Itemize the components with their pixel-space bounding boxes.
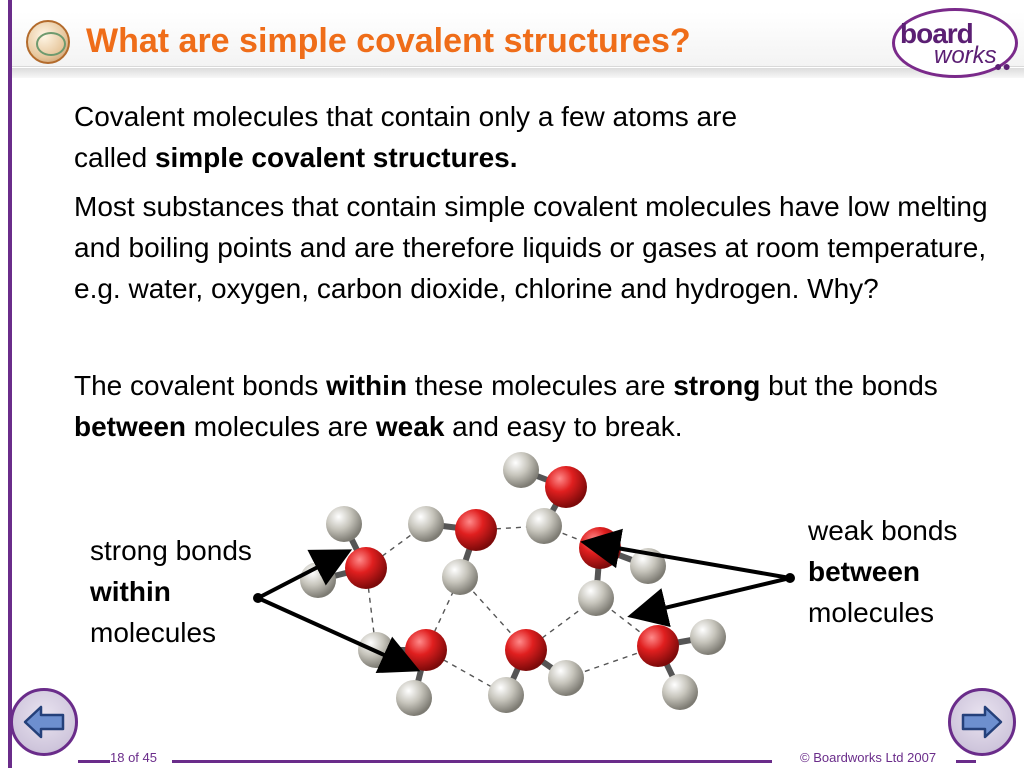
- arrow-to-weak-bond-top: [588, 543, 790, 578]
- intro-line-1: Covalent molecules that contain only a few atoms are: [74, 101, 738, 132]
- hydrogen-atom: [548, 660, 584, 696]
- arrow-to-strong-bond-bottom: [258, 598, 413, 668]
- water-molecule: [503, 452, 587, 544]
- hydrogen-atom: [488, 677, 524, 713]
- bonds-text-strong: strong: [673, 370, 761, 401]
- oxygen-atom: [545, 466, 587, 508]
- next-slide-button[interactable]: [948, 688, 1016, 756]
- intro-line-2-plain: called: [74, 142, 155, 173]
- weak-bonds-label: [808, 510, 957, 633]
- bonds-text-c: these molecules are: [407, 370, 674, 401]
- hydrogen-atom: [408, 506, 444, 542]
- bonds-text-e: but the bonds: [760, 370, 938, 401]
- slide-counter: 18 of 45: [110, 750, 157, 765]
- properties-paragraph: Most substances that contain simple covalent molecules have low melting and boiling points and are therefore liquids or gases at room temperature, e.g. water, oxygen, carbon dioxide, chlorine and hydrogen. Why?: [74, 191, 988, 304]
- water-molecule: [358, 629, 447, 716]
- arrow-to-weak-bond-bottom: [635, 578, 790, 615]
- hydrogen-atom: [662, 674, 698, 710]
- logo-dots: ●●: [994, 58, 1011, 74]
- hydrogen-atom: [503, 452, 539, 488]
- hydrogen-atom: [326, 506, 362, 542]
- weak-bonds-label-line2: between: [808, 556, 921, 587]
- strong-bonds-label-line3: molecules: [90, 617, 217, 648]
- intro-line-2-bold: simple covalent structures.: [154, 142, 518, 173]
- hydrogen-atom: [442, 559, 478, 595]
- strong-bonds-label-line2: within: [90, 576, 171, 607]
- copyright-notice: © Boardworks Ltd 2007: [800, 750, 937, 765]
- water-molecule: [488, 629, 584, 713]
- bonds-text-between: between: [74, 411, 187, 442]
- page-title: What are simple covalent structures?: [86, 22, 691, 60]
- logo-word-works: works: [934, 42, 997, 69]
- hydrogen-atom: [396, 680, 432, 716]
- forward-arrow-icon: [959, 699, 1005, 745]
- bonds-text-weak: weak: [375, 411, 445, 442]
- bonds-text-g: molecules are: [186, 411, 376, 442]
- footer-rule: [956, 760, 976, 763]
- footer-rule: [78, 760, 110, 763]
- back-arrow-icon: [21, 699, 67, 745]
- hydrogen-atom: [526, 508, 562, 544]
- strong-bonds-label: [90, 530, 252, 653]
- bonds-text-a: The covalent bonds: [74, 370, 327, 401]
- oxygen-atom: [505, 629, 547, 671]
- bonds-text-within: within: [326, 370, 408, 401]
- bonds-text-i: and easy to break.: [444, 411, 683, 442]
- hydrogen-atom: [690, 619, 726, 655]
- logo-word-board: board: [900, 18, 973, 49]
- previous-slide-button[interactable]: [10, 688, 78, 756]
- water-molecule: [408, 506, 497, 595]
- strong-bonds-label-line1: strong bonds: [90, 535, 252, 566]
- hydrogen-atom: [578, 580, 614, 616]
- weak-bonds-label-line3: molecules: [808, 597, 935, 628]
- weak-bonds-label-line1: weak bonds: [808, 515, 958, 546]
- footer-rule: [172, 760, 772, 763]
- water-molecule: [578, 527, 666, 616]
- right-arrow-origin-dot: [785, 573, 795, 583]
- oxygen-atom: [637, 625, 679, 667]
- oxygen-atom: [455, 509, 497, 551]
- oxygen-atom: [405, 629, 447, 671]
- water-molecule: [637, 619, 726, 710]
- oxygen-atom: [345, 547, 387, 589]
- left-arrow-origin-dot: [253, 593, 263, 603]
